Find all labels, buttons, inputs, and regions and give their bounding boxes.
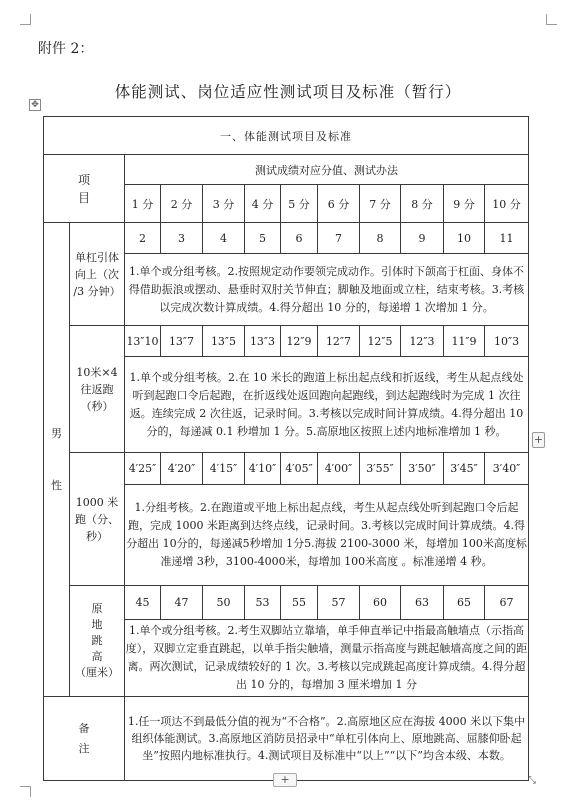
score-header-cell: 6 分 [318,185,360,223]
value-cell: 4′00″ [318,453,360,485]
score-header-cell: 8 分 [401,185,444,223]
value-cell: 4′05″ [281,453,318,485]
value-cell: 13″3 [245,326,281,357]
item-label-cell [70,326,125,453]
value-cell: 13″7 [161,326,203,357]
value-cell: 3 [161,223,203,254]
method-text: 1.单个或分组考核。2.按照规定动作要领完成动作。引体时下颌高于杠面、身体不得借助振浪或摆动、悬垂时双肘关节伸直；脚触及地面或立柱，结束考核。3.考核以完成次数计算成绩。4.得分超出 10 分的，每递增 1 次增加 1 分。 [125,254,529,326]
item-values-row [44,453,529,485]
score-header-cell: 9 分 [444,185,485,223]
standards-table [43,116,529,781]
notes-text: 1.任一项达不到最低分值的视为“不合格”。2.高原地区应在海拔 4000 米以下集中组织体能测试。3.高原地区消防员招录中“单杠引体向上、原地跳高、屈膝仰卧起坐”按照内地标准执行。4.测试项目及标准中“以上”“以下”均含本级、本数。 [125,697,529,781]
document-title: 体能测试、岗位适应性测试项目及标准（暂行） [114,83,462,101]
annex-label: 附件 2： [38,41,94,57]
page-corner-mark-top-left [20,14,31,25]
gender-label: 男 性 [51,426,62,492]
page-corner-mark-bottom-left [20,786,31,797]
item-header [44,155,125,223]
score-header-cell: 4 分 [245,185,281,223]
item-label-cell [70,453,125,586]
value-cell: 50 [203,586,245,620]
value-cell: 12″7 [318,326,360,357]
value-cell: 10″3 [485,326,529,357]
value-cell: 57 [318,586,360,620]
score-header-cell: 2 分 [161,185,203,223]
value-cell: 47 [161,586,203,620]
value-cell: 4′10″ [245,453,281,485]
value-cell: 4′20″ [161,453,203,485]
value-cell: 55 [281,586,318,620]
value-cell: 60 [360,586,401,620]
value-cell: 12″9 [281,326,318,357]
value-cell: 3′40″ [485,453,529,485]
gender-label-cell [44,223,70,697]
section-title: 一、体能测试项目及标准 [44,117,529,155]
value-cell: 4 [203,223,245,254]
value-cell: 9 [401,223,444,254]
value-cell: 67 [485,586,529,620]
table-resize-diagonal-icon[interactable]: ⤡ [528,775,536,786]
value-cell: 63 [401,586,444,620]
value-cell: 7 [318,223,360,254]
score-header-cell: 5 分 [281,185,318,223]
item-values-row [44,586,529,620]
item-label-cell [70,586,125,697]
notes-label-cell [44,697,125,781]
value-cell: 3′50″ [401,453,444,485]
page-corner-mark-top-right [546,14,557,25]
score-header-cell: 1 分 [125,185,161,223]
value-cell: 3′45″ [444,453,485,485]
value-cell: 4′25″ [125,453,161,485]
add-row-plus-icon[interactable]: + [273,773,297,787]
method-text: 1.单个或分组考核。2.在 10 米长的跑道上标出起点线和折返线，考生从起点线处听到起跑口令后起跑，在折返线处返回跑向起跑线，到达起跑线时为完成 1 次往返。连续完成 2 次往返，记录时间。3.考核以完成时间计算成绩。4.得分超出 10 分的，每递减 0.1 秒增加 1 分。5.高原地区按照上述内地标准增加 1 秒。 [125,357,529,453]
method-text: 1.单个或分组考核。2.考生双脚站立靠墙，单手伸直举记中指最高触墙点（示指高度），双脚立定垂直跳起，以单手指尖触墙，测量示指高度与跳起触墙高度之间的距离。两次测试，记录成绩较好的 1 次。3.考核以完成跳起高度计算成绩。4.得分超出 10 分的，每增加 3 厘米增加 1 分 [125,620,529,697]
value-cell: 11 [485,223,529,254]
score-header-cell: 3 分 [203,185,245,223]
value-cell: 13″10 [125,326,161,357]
value-cell: 2 [125,223,161,254]
value-cell: 12″3 [401,326,444,357]
item-label: 1000 米 跑（分、 秒） [75,495,119,543]
value-cell: 10 [444,223,485,254]
value-cell: 8 [360,223,401,254]
value-cell: 3′55″ [360,453,401,485]
value-cell: 13″5 [203,326,245,357]
value-cell: 45 [125,586,161,620]
value-cell: 11″9 [444,326,485,357]
item-label: 10米×4 往返跑 （秒） [76,365,118,413]
value-cell: 6 [281,223,318,254]
value-cell: 53 [245,586,281,620]
value-cell: 5 [245,223,281,254]
item-label-cell [70,223,125,326]
item-label: 原 地 跳 高 （厘米） [75,602,119,679]
item-values-row [44,223,529,254]
value-cell: 4′15″ [203,453,245,485]
value-cell: 65 [444,586,485,620]
item-values-row [44,326,529,357]
add-column-plus-icon[interactable]: + [533,433,544,446]
table-move-handle-icon[interactable]: ✥ [29,99,41,111]
score-group-header: 测试成绩对应分值、测试办法 [125,155,529,185]
method-text: 1.分组考核。2.在跑道或平地上标出起点线，考生从起点线处听到起跑口令后起跑，完成 1000 米距离到达终点线，记录时间。3.考核以完成时间计算成绩。4.得分超出 10分的，每递减5秒增加 1分5.海拔 2100-3000 米，每增加 100米高度标准递增 3秒，3100-4000米，每增加 100米高度 。标准递增 4 秒。 [125,485,529,586]
score-header-cell: 7 分 [360,185,401,223]
item-header-label: 项 目 [77,172,90,205]
value-cell: 12″5 [360,326,401,357]
item-label: 单杠引体 向上（次 /3 分钟） [73,250,121,298]
notes-label: 备 注 [78,721,90,755]
score-header-cell: 10 分 [485,185,529,223]
